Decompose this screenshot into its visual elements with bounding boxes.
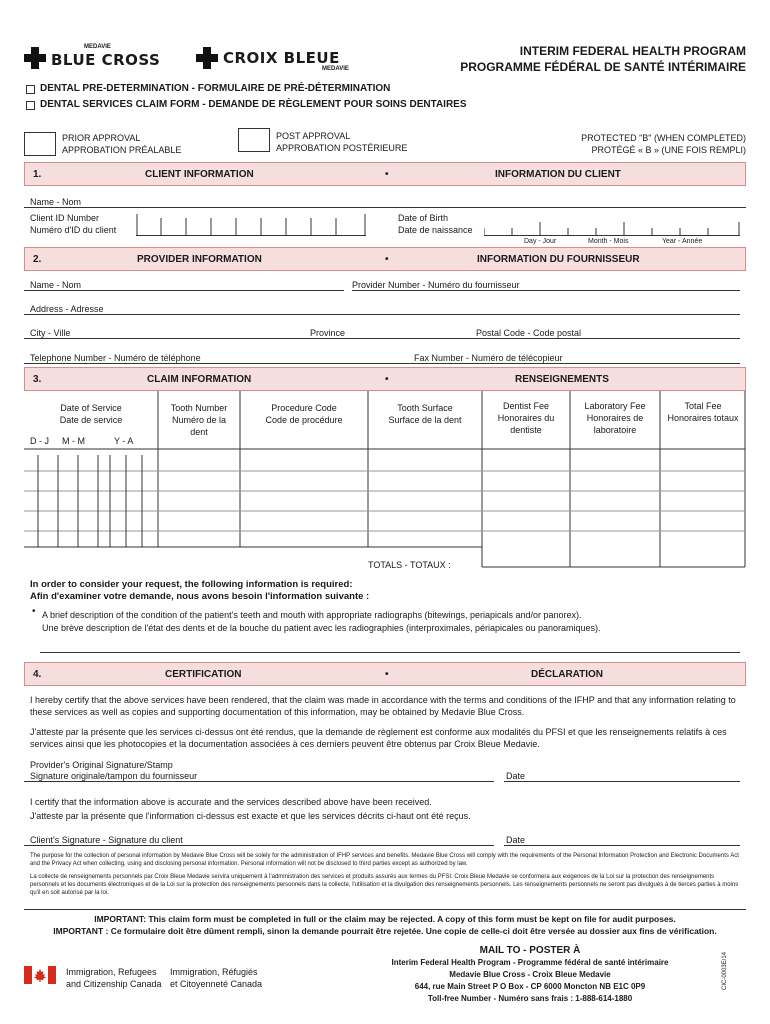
proc-fr: Code de procédure bbox=[265, 415, 343, 425]
ircc-fr2: et Citoyenneté Canada bbox=[170, 979, 263, 989]
dob-ticks bbox=[484, 222, 740, 236]
bullet-fr: Une brève description de l'état des dents et de la bouche du patient avec les radiographies (interproximales, périapicales ou panoramiques). bbox=[42, 623, 601, 633]
dentist-fee-header bbox=[482, 400, 570, 436]
form-code: CIC-0003E/14 bbox=[722, 951, 728, 990]
dob-field[interactable] bbox=[484, 222, 740, 236]
section2-header bbox=[24, 247, 746, 271]
claim-rows-field[interactable] bbox=[24, 449, 746, 547]
totals-label: TOTALS - TOTAUX : bbox=[368, 560, 451, 570]
section1-dot: • bbox=[385, 169, 389, 180]
prior-approval-fr: APPROBATION PRÉALABLE bbox=[62, 145, 182, 155]
bullet-icon: • bbox=[32, 606, 36, 617]
provider-date-field[interactable] bbox=[530, 768, 740, 782]
cert-en: I hereby certify that the above services have been rendered, that the claim was made in accordance with the terms and conditions of the IFHP and that any information relating to these services as well as copies and supporting documentation of this information, may be obtained by Medavie Blue Cross. bbox=[30, 695, 736, 717]
section3-title-fr: RENSEIGNEMENTS bbox=[515, 374, 609, 385]
prior-approval-checkbox[interactable] bbox=[24, 132, 56, 156]
section4-number: 4. bbox=[33, 669, 42, 680]
total-fr: Honoraires totaux bbox=[667, 413, 739, 423]
provider-name-field[interactable] bbox=[92, 277, 342, 291]
section1-title-en: CLIENT INFORMATION bbox=[145, 169, 254, 180]
lab-fr2: laboratoire bbox=[593, 425, 637, 435]
provider-sig-fr: Signature originale/tampon du fournisseur bbox=[30, 771, 198, 781]
mailing-address bbox=[340, 944, 720, 1005]
ircc-fr bbox=[170, 966, 262, 990]
mail-line1: Interim Federal Health Program - Programme fédéral de santé intérimaire bbox=[391, 958, 669, 967]
privacy-fr: La collecte de renseignements personnels par Croix Bleue Medavie servira uniquement à l'administration des services et produits assurés aux termes du PFSI. Croix Bleue Medavie se conformera aux exigences de la Loi sur la protection des renseignements personnels et les documents électroniques et de la Loi sur la protection des renseignements personnels dans la collecte, l'utilisation et la divulgation des renseignements personnels. Les renseignements personnels ne seront pas divulgués à de tierces parties à moins qu'il en soit autorisé par la loi. bbox=[30, 874, 739, 896]
date-service-header bbox=[24, 402, 158, 426]
provider-name-label: Name - Nom bbox=[30, 280, 82, 290]
prior-approval-en: PRIOR APPROVAL bbox=[62, 133, 141, 143]
cross-icon-2 bbox=[196, 47, 218, 69]
ircc-en bbox=[66, 966, 162, 990]
important-fr: IMPORTANT : Ce formulaire doit être dûment rempli, sinon la demande pourrait être rejetée. Une copie de celle-ci doit être versée au dossier aux fins de vérification. bbox=[53, 926, 717, 936]
tooth-fr2: dent bbox=[190, 427, 208, 437]
mail-line3: 644, rue Main Street P O Box - CP 6000 Moncton NB E1C 0P9 bbox=[414, 982, 646, 991]
canada-flag-icon bbox=[24, 966, 56, 984]
claim-form-checkbox[interactable] bbox=[26, 101, 35, 110]
client-signature-field[interactable] bbox=[202, 832, 492, 846]
claim-form-label: DENTAL SERVICES CLAIM FORM - DEMANDE DE RÈGLEMENT POUR SOINS DENTAIRES bbox=[40, 99, 467, 110]
required-fr: Afin d'examiner votre demande, nous avons besoin l'information suivante : bbox=[30, 591, 370, 602]
tooth-number-header bbox=[158, 402, 240, 438]
section3-number: 3. bbox=[33, 374, 42, 385]
client-id-field[interactable] bbox=[136, 214, 366, 236]
month-header: M - M bbox=[62, 436, 85, 446]
ircc-en2: and Citizenship Canada bbox=[66, 979, 162, 989]
accurate-fr: J'atteste par la présente que l'information ci-dessus est exacte et que les services décrits ci-haut ont été reçus. bbox=[30, 811, 471, 821]
tooth-surface-header bbox=[368, 402, 482, 426]
blue-cross-logo bbox=[24, 44, 184, 74]
post-approval-checkbox[interactable] bbox=[238, 128, 270, 152]
dob-year-label: Year - Année bbox=[662, 238, 703, 245]
lab-en: Laboratory Fee bbox=[584, 401, 646, 411]
ircc-en1: Immigration, Refugees bbox=[66, 967, 157, 977]
mail-line4: Toll-free Number - Numéro sans frais : 1-888-614-1880 bbox=[427, 994, 633, 1003]
provider-number-field[interactable] bbox=[544, 277, 740, 291]
dentist-en: Dentist Fee bbox=[502, 401, 550, 411]
protected-en: PROTECTED "B" (WHEN COMPLETED) bbox=[581, 133, 746, 143]
lab-fee-header bbox=[570, 400, 660, 436]
provider-date-label: Date bbox=[506, 771, 526, 781]
client-id-ticks bbox=[136, 214, 366, 236]
description-field[interactable] bbox=[40, 636, 740, 652]
predetermination-checkbox[interactable] bbox=[26, 85, 35, 94]
section2-title-fr: INFORMATION DU FOURNISSEUR bbox=[477, 254, 640, 265]
total-fee-header bbox=[660, 400, 746, 424]
provider-number-label: Provider Number - Numéro du fournisseur bbox=[352, 280, 520, 290]
section3-title-en: CLAIM INFORMATION bbox=[147, 374, 252, 385]
predetermination-label: DENTAL PRE-DETERMINATION - FORMULAIRE DE PRÉ-DÉTERMINATION bbox=[40, 83, 391, 94]
client-name-field[interactable] bbox=[100, 194, 740, 208]
cross-icon bbox=[24, 47, 46, 69]
phone-field[interactable] bbox=[222, 350, 412, 364]
provider-sig-en: Provider's Original Signature/Stamp bbox=[30, 760, 173, 770]
surface-en: Tooth Surface bbox=[397, 403, 453, 413]
postal-label: Postal Code - Code postal bbox=[476, 328, 582, 338]
province-field[interactable] bbox=[352, 325, 472, 339]
logo2-small: MEDAVIE bbox=[322, 66, 349, 72]
fax-label: Fax Number - Numéro de télécopieur bbox=[414, 353, 563, 363]
client-date-label: Date bbox=[506, 835, 526, 845]
client-id-label bbox=[30, 212, 116, 236]
client-date-field[interactable] bbox=[530, 832, 740, 846]
dob-fr: Date de naissance bbox=[398, 225, 473, 235]
section3-dot: • bbox=[385, 374, 389, 385]
dob-day-label: Day - Jour bbox=[524, 238, 557, 245]
section2-dot: • bbox=[385, 254, 389, 265]
client-name-label: Name - Nom bbox=[30, 197, 82, 207]
province-label: Province bbox=[310, 328, 346, 338]
post-approval-fr: APPROBATION POSTÉRIEURE bbox=[276, 143, 408, 153]
section4-title-en: CERTIFICATION bbox=[165, 669, 242, 680]
prior-approval-label bbox=[62, 132, 181, 156]
program-title-en: INTERIM FEDERAL HEALTH PROGRAM bbox=[519, 44, 746, 58]
tooth-fr1: Numéro de la bbox=[171, 415, 227, 425]
date-service-en: Date of Service bbox=[60, 403, 122, 413]
client-id-fr: Numéro d'ID du client bbox=[30, 225, 117, 235]
fax-field[interactable] bbox=[586, 350, 740, 364]
client-id-en: Client ID Number bbox=[30, 213, 100, 223]
dob-month-label: Month - Mois bbox=[588, 238, 629, 245]
important-en: IMPORTANT: This claim form must be completed in full or the claim may be rejected. A copy of this form must be kept on file for audit purposes. bbox=[94, 914, 676, 924]
city-field[interactable] bbox=[80, 325, 308, 339]
dob-en: Date of Birth bbox=[398, 213, 449, 223]
section4-header bbox=[24, 662, 746, 686]
address-field[interactable] bbox=[118, 301, 738, 315]
logo2-name: CROIX BLEUE bbox=[223, 49, 340, 67]
croix-bleue-logo bbox=[196, 44, 366, 78]
section4-dot: • bbox=[385, 669, 389, 680]
required-en: In order to consider your request, the following information is required: bbox=[30, 579, 353, 590]
lab-fr1: Honoraires de bbox=[586, 413, 644, 423]
section1-header bbox=[24, 162, 746, 186]
dentist-fr2: dentiste bbox=[510, 425, 542, 435]
tooth-en: Tooth Number bbox=[170, 403, 228, 413]
surface-fr: Surface de la dent bbox=[388, 415, 462, 425]
client-sig-label: Client's Signature - Signature du client bbox=[30, 835, 183, 845]
day-header: D - J bbox=[30, 436, 49, 446]
dob-label bbox=[398, 212, 473, 236]
mail-line2: Medavie Blue Cross - Croix Bleue Medavie bbox=[449, 970, 611, 979]
total-en: Total Fee bbox=[684, 401, 722, 411]
year-header: Y - A bbox=[114, 436, 134, 446]
date-service-fr: Date de service bbox=[59, 415, 123, 425]
bullet-en: A brief description of the condition of the patient's teeth and mouth with appropriate radiographs (bitewings, periapicals and/or panorex). bbox=[42, 610, 582, 620]
protected-fr: PROTÉGÉ « B » (UNE FOIS REMPLI) bbox=[591, 145, 746, 155]
mail-title: MAIL TO - POSTER À bbox=[479, 945, 581, 956]
program-title-fr: PROGRAMME FÉDÉRAL DE SANTÉ INTÉRIMAIRE bbox=[460, 60, 746, 74]
procedure-code-header bbox=[240, 402, 368, 426]
section3-header bbox=[24, 367, 746, 391]
privacy-en: The purpose for the collection of personal information by Medavie Blue Cross will be solely for the administration of IFHP services and benefits. Medavie Blue Cross will comply with the requirements of the Personal Information Protection and Electronic Documents Act and the Privacy Act when collecting, using and disclosing personal information. Personal information will not be disclosed to third parties except as authorized by law. bbox=[30, 853, 739, 867]
section2-title-en: PROVIDER INFORMATION bbox=[137, 254, 262, 265]
phone-label: Telephone Number - Numéro de téléphone bbox=[30, 353, 201, 363]
provider-signature-field[interactable] bbox=[216, 768, 492, 782]
logo1-name: BLUE CROSS bbox=[51, 51, 161, 69]
dentist-fr1: Honoraires du bbox=[497, 413, 555, 423]
section4-title-fr: DÉCLARATION bbox=[531, 669, 604, 680]
city-label: City - Ville bbox=[30, 328, 71, 338]
cert-fr: J'atteste par la présente que les services ci-dessus ont été rendus, que la demande de règlement est conforme aux modalités du PFSI et que les renseignements relatifs à ces services ainsi que les photocopies et la documentation associées à ces derniers peuvent être obtenus par Croix Bleue Medavie. bbox=[30, 727, 727, 749]
section1-number: 1. bbox=[33, 169, 42, 180]
post-approval-label bbox=[276, 130, 407, 154]
section2-number: 2. bbox=[33, 254, 42, 265]
proc-en: Procedure Code bbox=[271, 403, 337, 413]
accurate-en: I certify that the information above is accurate and the services described above have been received. bbox=[30, 797, 432, 807]
logo1-small: MEDAVIE bbox=[84, 44, 111, 50]
address-label: Address - Adresse bbox=[30, 304, 104, 314]
protected-label bbox=[581, 132, 746, 156]
postal-field[interactable] bbox=[596, 325, 740, 339]
section1-title-fr: INFORMATION DU CLIENT bbox=[495, 169, 621, 180]
post-approval-en: POST APPROVAL bbox=[276, 131, 351, 141]
ircc-fr1: Immigration, Réfugiés bbox=[170, 967, 258, 977]
totals-field[interactable] bbox=[482, 549, 746, 567]
